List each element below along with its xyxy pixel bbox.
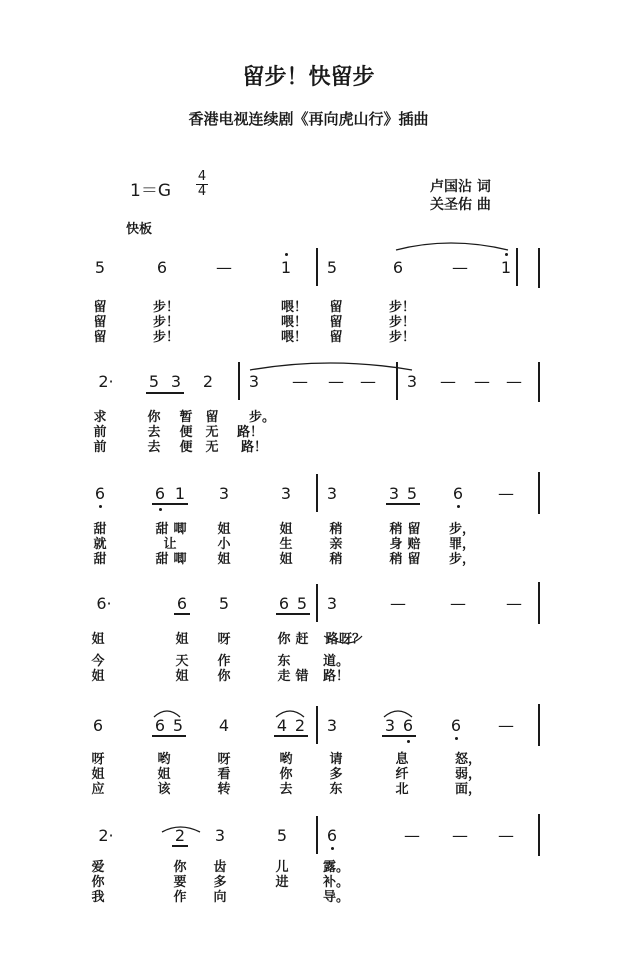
lyric: 姐: [217, 522, 231, 537]
lyric: 息: [395, 752, 409, 767]
low-octave-dot: [457, 505, 460, 508]
staff-end-line: [538, 472, 540, 514]
note: 5: [218, 594, 230, 613]
lyric: 路: [325, 632, 339, 647]
low-octave-dot: [99, 505, 102, 508]
lyric: 姐: [279, 552, 293, 567]
lyric: 哟: [157, 752, 171, 767]
lyric: 多: [329, 767, 343, 782]
note: 6: [154, 484, 166, 503]
note: 3: [280, 484, 292, 503]
note: 3: [326, 484, 338, 503]
note: 5: [148, 372, 160, 391]
note: 6: [402, 716, 414, 735]
eighth-underline: [276, 613, 310, 615]
lyric: 小: [217, 537, 231, 552]
lyric: 我: [91, 890, 105, 905]
lyric: 怒，: [454, 752, 482, 767]
note: —: [452, 826, 468, 845]
lyric: 稍: [329, 522, 343, 537]
note: —: [404, 826, 420, 845]
lyric: 齿: [213, 860, 227, 875]
note: —: [498, 716, 514, 735]
lyric: 步！: [388, 330, 416, 345]
lyric: 哟: [279, 752, 293, 767]
note: 6: [154, 716, 166, 735]
lyric: 甜: [155, 552, 169, 567]
note: 5: [326, 258, 338, 277]
note: 3: [326, 594, 338, 613]
note: 4: [218, 716, 230, 735]
lyric: 便: [179, 440, 193, 455]
note: 2: [202, 372, 214, 391]
note: 3: [406, 372, 418, 391]
note: 6: [392, 258, 404, 277]
lyric: 呀？: [338, 632, 366, 647]
lyric: 求: [93, 410, 107, 425]
key-signature: 1＝G: [130, 181, 171, 201]
lyric: 留: [93, 330, 107, 345]
lyric: 要: [173, 875, 187, 890]
lyric: 身: [389, 537, 403, 552]
lyric: 你: [277, 632, 291, 647]
note: 3: [326, 716, 338, 735]
note: 3: [214, 826, 226, 845]
lyric: 姐: [279, 522, 293, 537]
lyric: 姐: [91, 767, 105, 782]
note: 6: [156, 258, 168, 277]
staff-end-line: [538, 704, 540, 746]
lyric: 留: [93, 315, 107, 330]
lyric: 弱，: [454, 767, 482, 782]
lyric: 去: [147, 440, 161, 455]
lyric: 东: [277, 654, 291, 669]
lyric: 喂！: [280, 330, 308, 345]
note: 5: [94, 258, 106, 277]
note: 2·: [98, 372, 114, 391]
lyric: 唧: [173, 552, 187, 567]
lyric: 步！: [152, 300, 180, 315]
note: —: [498, 484, 514, 503]
tie-arc: [250, 363, 412, 370]
lyric: 露。: [322, 860, 350, 875]
eighth-underline: [152, 735, 186, 737]
lyric: 步，: [448, 552, 476, 567]
lyric: 便: [179, 425, 193, 440]
note: —: [506, 594, 522, 613]
lyric: 前: [93, 425, 107, 440]
lyric: 赔: [407, 537, 421, 552]
lyric: 儿: [275, 860, 289, 875]
eighth-underline: [172, 845, 188, 847]
lyric: 留: [93, 300, 107, 315]
lyric: 就: [93, 537, 107, 552]
note: 6: [326, 826, 338, 845]
note: 1: [174, 484, 186, 503]
note: 4: [276, 716, 288, 735]
lyric: 看: [217, 767, 231, 782]
lyric: 天: [175, 654, 189, 669]
lyric: 姐: [91, 632, 105, 647]
lyric: 唧: [173, 522, 187, 537]
lyric: 让: [163, 537, 177, 552]
lyric: 生: [279, 537, 293, 552]
lyric: 道。: [322, 654, 350, 669]
lyric: 甜: [155, 522, 169, 537]
note: 6: [452, 484, 464, 503]
lyric: 无: [205, 425, 219, 440]
tempo-marking: 快板: [126, 222, 153, 237]
lyric: 错: [295, 669, 309, 684]
composer-credit: 关圣佑 曲: [430, 197, 491, 213]
low-octave-dot: [455, 737, 458, 740]
lyric: 姐: [175, 669, 189, 684]
eighth-underline: [386, 503, 420, 505]
lyric: 前: [93, 440, 107, 455]
note: 3: [218, 484, 230, 503]
lyric: 进: [275, 875, 289, 890]
lyric: 走: [277, 669, 291, 684]
low-octave-dot: [159, 508, 162, 511]
lyric: 去: [279, 782, 293, 797]
lyric: 喂！: [280, 315, 308, 330]
tie-arc: [396, 243, 508, 250]
note: —: [216, 258, 232, 277]
lyric: 留: [407, 552, 421, 567]
bar-line: [396, 362, 398, 400]
lyric: 作: [217, 654, 231, 669]
lyric: 步！: [388, 315, 416, 330]
lyric: 无: [205, 440, 219, 455]
low-octave-dot: [407, 740, 410, 743]
lyric: 路！: [240, 440, 268, 455]
lyric: 姐: [91, 669, 105, 684]
note: —: [390, 594, 406, 613]
staff-end-line: [538, 814, 540, 856]
bar-line: [316, 474, 318, 512]
lyric: 赶: [295, 632, 309, 647]
lyric: 稍: [329, 552, 343, 567]
lyric: 步！: [388, 300, 416, 315]
song-subtitle: 香港电视连续剧《再向虎山行》插曲: [188, 110, 429, 128]
note: —: [292, 372, 308, 391]
lyric: 你: [173, 860, 187, 875]
lyric: 甜: [93, 552, 107, 567]
staff-end-line: [538, 362, 540, 402]
lyric: 姐: [157, 767, 171, 782]
lyricist-credit: 卢国沾 词: [430, 179, 491, 195]
lyric: 喂！: [280, 300, 308, 315]
lyric: 步。: [248, 410, 276, 425]
lyric: 应: [91, 782, 105, 797]
lyric: 转: [217, 782, 231, 797]
note: 6: [92, 716, 104, 735]
note: —: [360, 372, 376, 391]
note: 1: [500, 258, 512, 277]
bar-line: [516, 248, 518, 286]
lyric: 呀: [217, 632, 231, 647]
note: 6: [278, 594, 290, 613]
lyric: 导。: [322, 890, 350, 905]
lyric: 补。: [322, 875, 350, 890]
lyric: 呀: [217, 752, 231, 767]
lyric: 亲: [329, 537, 343, 552]
note: 6·: [96, 594, 112, 613]
lyric: 去: [147, 425, 161, 440]
lyric: 今: [91, 654, 105, 669]
lyric: 你: [147, 410, 161, 425]
lyric: 留: [205, 410, 219, 425]
note: 3: [248, 372, 260, 391]
lyric: 甜: [93, 522, 107, 537]
bar-line: [238, 362, 240, 400]
lyric: 作: [173, 890, 187, 905]
low-octave-dot: [331, 847, 334, 850]
lyric: 姐: [217, 552, 231, 567]
lyric: 你: [217, 669, 231, 684]
note: 1: [280, 258, 292, 277]
note: 5: [406, 484, 418, 503]
lyric: 北: [395, 782, 409, 797]
note: 2·: [98, 826, 114, 845]
lyric: 请: [329, 752, 343, 767]
lyric: 留: [407, 522, 421, 537]
note: —: [440, 372, 456, 391]
note: 6: [450, 716, 462, 735]
song-title: 留步！快留步: [242, 65, 375, 90]
staff-end-line: [538, 248, 540, 288]
lyric: 爱: [91, 860, 105, 875]
bar-line: [316, 706, 318, 744]
lyric: 留: [329, 330, 343, 345]
lyric: 姐: [175, 632, 189, 647]
lyric: 多: [213, 875, 227, 890]
lyric: 暂: [179, 410, 193, 425]
note: 3: [384, 716, 396, 735]
time-signature-bottom: 4: [197, 184, 207, 199]
bar-line: [316, 584, 318, 622]
note: 2: [294, 716, 306, 735]
lyric: 步！: [152, 315, 180, 330]
lyric: 留: [329, 300, 343, 315]
note: —: [328, 372, 344, 391]
lyric: 该: [157, 782, 171, 797]
bar-line: [316, 248, 318, 286]
eighth-underline: [146, 392, 184, 394]
lyric: 留: [329, 315, 343, 330]
eighth-underline: [152, 503, 188, 505]
lyric: 你: [279, 767, 293, 782]
time-signature-top: 4: [197, 169, 207, 184]
bar-line: [316, 816, 318, 854]
lyric: 稍: [389, 552, 403, 567]
note: 6: [176, 594, 188, 613]
note: 3: [388, 484, 400, 503]
note: 3: [170, 372, 182, 391]
lyric: 你: [91, 875, 105, 890]
lyric: 路！: [236, 425, 264, 440]
lyric: 步，: [448, 522, 476, 537]
lyric: 向: [213, 890, 227, 905]
lyric: 稍: [389, 522, 403, 537]
note: 6: [94, 484, 106, 503]
eighth-underline: [382, 735, 416, 737]
lyric: 纤: [395, 767, 409, 782]
note: —: [506, 372, 522, 391]
note: —: [498, 826, 514, 845]
lyric: 呀: [91, 752, 105, 767]
note: —: [450, 594, 466, 613]
lyric: 罪，: [448, 537, 476, 552]
eighth-underline: [274, 735, 308, 737]
staff-end-line: [538, 582, 540, 624]
lyric: 面，: [454, 782, 482, 797]
note: 2: [174, 826, 186, 845]
lyric: 东: [329, 782, 343, 797]
note: 5: [296, 594, 308, 613]
note: 5: [172, 716, 184, 735]
lyric: 步！: [152, 330, 180, 345]
high-octave-dot: [505, 253, 508, 256]
eighth-underline: [174, 613, 190, 615]
note: —: [474, 372, 490, 391]
lyric: 路！: [322, 669, 350, 684]
high-octave-dot: [285, 253, 288, 256]
note: —: [452, 258, 468, 277]
note: 5: [276, 826, 288, 845]
